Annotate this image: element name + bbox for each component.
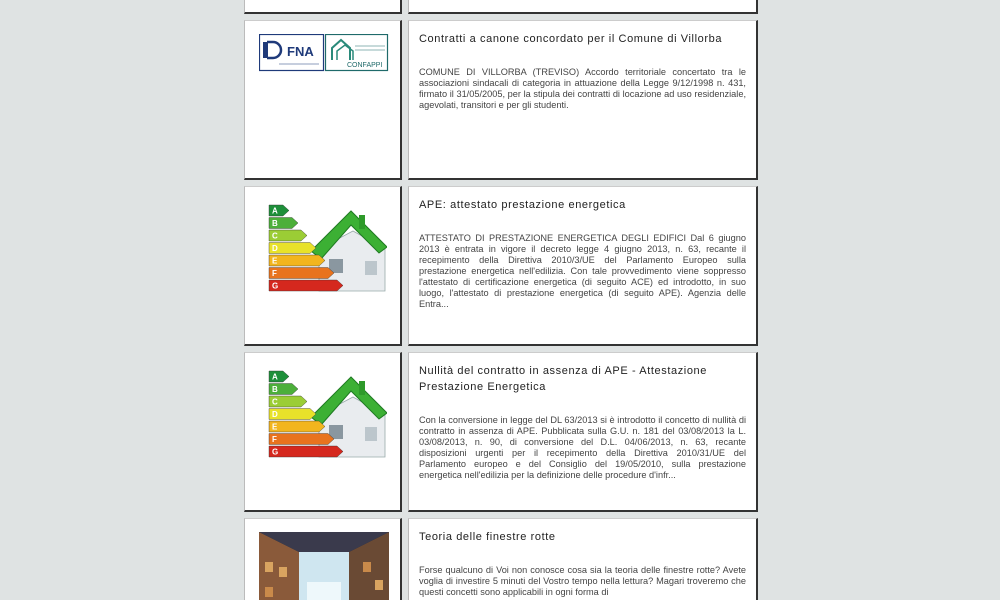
- energy-class-bar-f: [269, 268, 334, 279]
- energy-class-bar-a: [269, 205, 289, 216]
- energy-class-bar-b: [269, 384, 298, 395]
- energy-class-label: G: [272, 447, 279, 457]
- energy-class-bar-d: [269, 243, 316, 254]
- article-text-card[interactable]: [408, 186, 758, 346]
- article-thumbnail-card[interactable]: [244, 20, 402, 180]
- energy-class-label: C: [272, 231, 278, 241]
- article-thumbnail-card[interactable]: [244, 186, 402, 346]
- article-text-card[interactable]: [408, 20, 758, 180]
- house-icon: [311, 377, 387, 457]
- energy-class-bar-g: [269, 446, 343, 457]
- article-title[interactable]: Nullità del contratto in assenza di APE - Attestazione Prestazione Energetica: [419, 365, 707, 393]
- energy-class-label: F: [272, 269, 277, 278]
- energy-class-house-illustration: [267, 201, 387, 301]
- energy-class-label: E: [272, 256, 278, 266]
- energy-class-label: F: [272, 435, 277, 444]
- fna-logo-text: FNA: [287, 44, 314, 59]
- fna-confappi-logo: [259, 34, 389, 72]
- energy-class-label: E: [272, 422, 278, 432]
- energy-class-bar-g: [269, 280, 343, 291]
- energy-class-house-illustration: [267, 367, 387, 467]
- article-title[interactable]: APE: attestato prestazione energetica: [419, 199, 626, 211]
- article-excerpt: ATTESTATO DI PRESTAZIONE ENERGETICA DEGLI EDIFICI Dal 6 giugno 2013 è entrata in vigore il decreto legge 4 giugno 2013, n. 63, recante il recepimento della Direttiva 2010/3/UE del Parlamento Europeo sulla prestazione energetica nell'edilizia. Con tale provvedimento viene soppresso l'attestato di certificazione energetica (di seguito ACE) ed introdotto, in suo luogo, l'attestato di prestazione energetica (di seguito APE). Agenzia delle Entra...: [419, 233, 746, 309]
- article-text-card[interactable]: [408, 0, 758, 14]
- energy-class-bar-f: [269, 434, 334, 445]
- article-thumbnail-card[interactable]: [244, 0, 402, 14]
- article-text-card[interactable]: [408, 352, 758, 512]
- energy-class-label: D: [272, 244, 278, 253]
- energy-class-bar-b: [269, 218, 298, 229]
- article-excerpt: COMUNE DI VILLORBA (TREVISO) Accordo territoriale concertato tra le associazioni sindacali di categoria in attuazione della Legge 9/12/1998 n. 431, firmato il 31/05/2005, per la stipula dei contratti di locazione ad uso residenziale, agevolati, transitori e per gli studenti.: [419, 67, 746, 110]
- energy-class-label: C: [272, 397, 278, 407]
- building-courtyard-photo: [259, 532, 389, 600]
- article-text-card[interactable]: [408, 518, 758, 600]
- article-thumbnail-card[interactable]: [244, 518, 402, 600]
- article-excerpt: Con la conversione in legge del DL 63/2013 si è introdotto il concetto di nullità di contratto in assenza di APE. Pubblicata sulla G.U. n. 181 del 03/08/2013 la L. 03/08/2013, n. 90, di conversione del D.L. 04/06/2013, n. 63, recante disposizioni urgenti per il recepimento della Direttiva 2010/31/UE del Parlamento europeo e del Consiglio del 19/05/2010, sulla prestazione energetica nell'edilizia per la definizione delle procedure d'infr...: [419, 415, 746, 480]
- article-excerpt: Forse qualcuno di Voi non conosce cosa sia la teoria delle finestre rotte? Avete voglia di investire 5 minuti del Vostro tempo nella lettura? Magari troveremo che questi concetti sono applicabili in ogni forma di: [419, 565, 746, 597]
- energy-class-bar-a: [269, 371, 289, 382]
- article-thumbnail-card[interactable]: [244, 352, 402, 512]
- house-icon: [311, 211, 387, 291]
- energy-class-label: B: [272, 385, 278, 394]
- energy-class-bar-c: [269, 230, 307, 241]
- energy-class-bar-e: [269, 421, 325, 432]
- article-title[interactable]: Teoria delle finestre rotte: [419, 531, 556, 543]
- energy-class-bar-c: [269, 396, 307, 407]
- energy-class-bar-e: [269, 255, 325, 266]
- energy-class-label: A: [272, 372, 278, 382]
- energy-class-label: B: [272, 219, 278, 228]
- article-title[interactable]: Contratti a canone concordato per il Comune di Villorba: [419, 33, 723, 45]
- energy-class-bar-d: [269, 409, 316, 420]
- energy-class-label: D: [272, 410, 278, 419]
- energy-class-label: G: [272, 281, 279, 291]
- energy-class-label: A: [272, 206, 278, 216]
- confappi-logo-text: CONFAPPI: [347, 62, 383, 69]
